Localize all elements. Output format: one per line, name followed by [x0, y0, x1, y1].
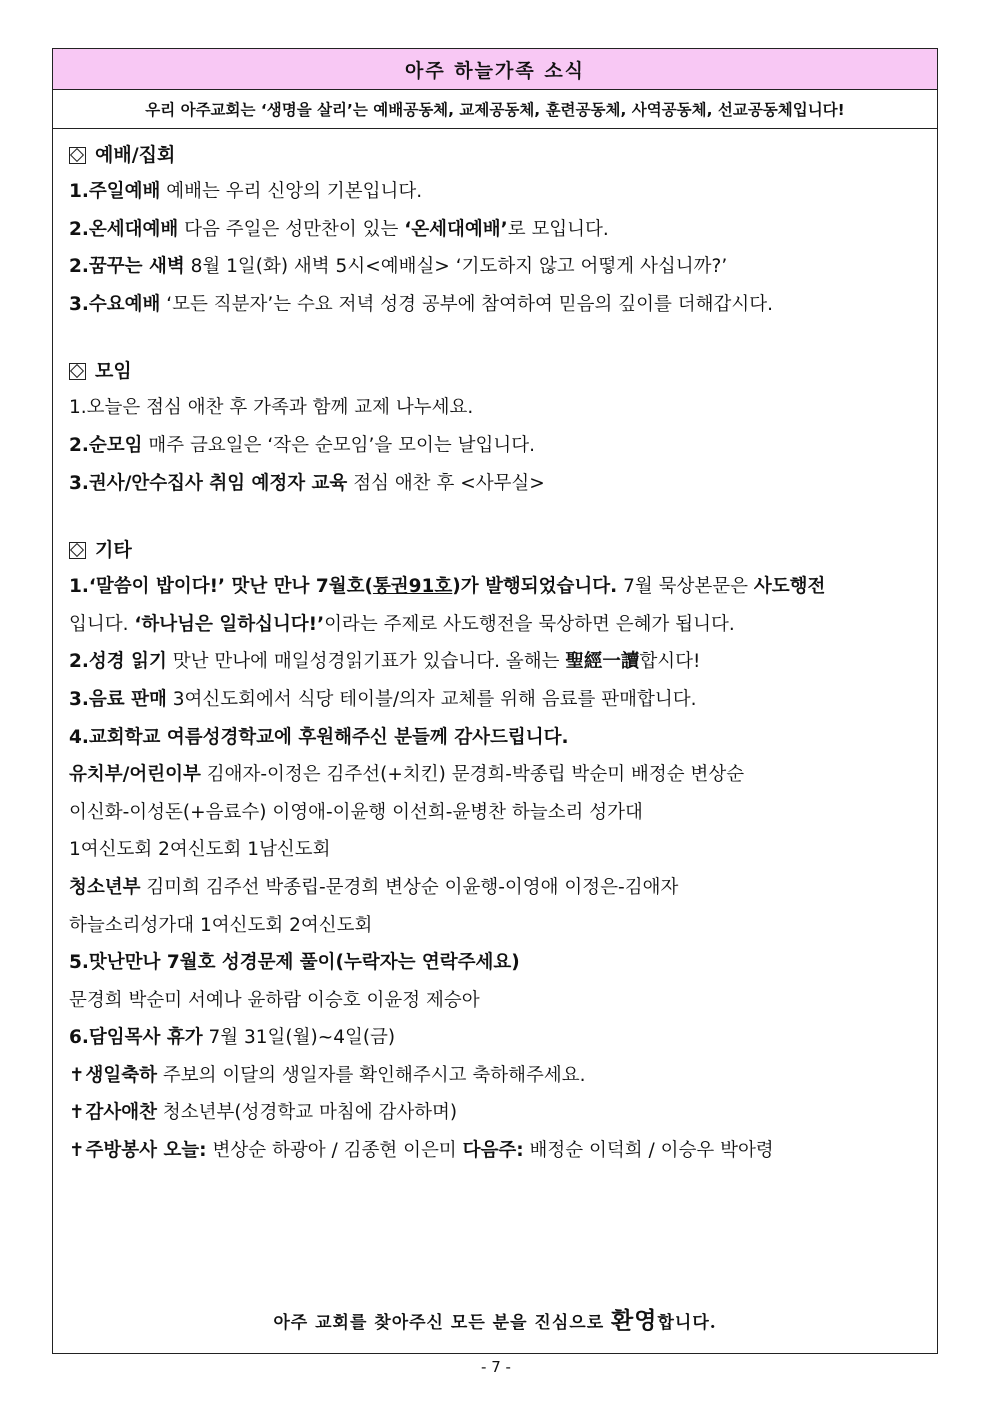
section-title: 기타	[95, 539, 132, 562]
welcome-emphasis: 환영	[611, 1307, 658, 1334]
item-label: 3.권사/안수집사 취임 예정자 교육	[69, 472, 348, 494]
etc-item-3	[69, 681, 937, 719]
item-text: 1여신도회 2여신도회 1남신도회	[69, 839, 331, 861]
worship-item-3	[69, 248, 937, 286]
item-label: 2.성경 읽기	[69, 651, 167, 673]
cross-icon: ✝	[69, 1064, 85, 1086]
spacer	[69, 502, 937, 532]
issue-number: 통권91호	[372, 576, 453, 598]
item-text: ‘모든 직분자’는 수요 저녁 성경 공부에 참여하여 믿음의 깊이를 더해갑시다.	[160, 293, 773, 315]
diamond-box-icon	[69, 542, 86, 559]
spacer	[69, 323, 937, 353]
cross-icon: ✝	[69, 1102, 85, 1124]
item-label: 6.담임목사 휴가	[69, 1027, 203, 1049]
page-title: 아주 하늘가족 소식	[404, 59, 586, 82]
page-number: - 7 -	[481, 1358, 511, 1376]
item-text: 하늘소리성가대 1여신도회 2여신도회	[69, 914, 373, 936]
bulletin-frame	[52, 48, 938, 1354]
item-label: 다음주:	[462, 1140, 524, 1162]
section-title: 예배/집회	[95, 144, 176, 166]
item-text: 로 모입니다.	[507, 218, 609, 240]
welcome-text: 합니다.	[657, 1313, 717, 1333]
etc-kids-donors	[69, 756, 937, 794]
etc-youth-donors	[69, 869, 937, 907]
meeting-item-1	[69, 389, 937, 427]
section-etc-heading	[69, 532, 937, 568]
etc-quiz-names	[69, 982, 937, 1020]
worship-item-1	[69, 173, 937, 211]
etc-thanks-meal	[69, 1094, 937, 1132]
item-text: 문경희 박순미 서예나 윤하람 이승호 이윤정 제승아	[69, 989, 480, 1011]
church-motto: 우리 아주교회는 ‘생명을 살리’는 예배공동체, 교제공동체, 훈련공동체, 사역공동체, 선교공동체입니다!	[145, 101, 845, 119]
item-label: 5.맛난만나 7월호 성경문제 풀이(누락자는 연락주세요)	[69, 952, 520, 974]
item-text: 이라는 주제로 사도행전을 묵상하면 은혜가 됩니다.	[324, 613, 735, 635]
item-text: 7월 묵상본문은	[617, 576, 754, 598]
item-text: 다음 주일은 성만찬이 있는	[178, 218, 405, 240]
item-text: 입니다.	[69, 613, 135, 635]
item-text: 3여신도회에서 식당 테이블/의자 교체를 위해 음료를 판매합니다.	[166, 688, 697, 710]
item-text: 청소년부(성경학교 마침에 감사하며)	[157, 1102, 458, 1124]
section-title: 모임	[95, 360, 132, 383]
item-label: 2.순모임	[69, 434, 143, 456]
meeting-item-3	[69, 465, 937, 503]
cross-icon: ✝	[69, 1140, 85, 1162]
title-bar	[53, 49, 937, 90]
item-label: 2.꿈꾸는 새벽	[69, 256, 185, 278]
subtitle-bar	[53, 90, 937, 129]
item-label: )가 발행되었습니다.	[452, 576, 618, 598]
content	[53, 129, 937, 1170]
etc-kids-donors-cont	[69, 794, 937, 832]
meeting-item-2	[69, 427, 937, 465]
item-emphasis: 聖經一讀	[565, 651, 640, 673]
item-emphasis: ‘하나님은 일하십니다!’	[134, 613, 325, 635]
item-label: 주방봉사 오늘:	[85, 1140, 207, 1162]
etc-item-5	[69, 944, 937, 982]
item-text: 김애자-이정은 김주선(+치킨) 문경희-박종립 박순미 배정순 변상순	[200, 764, 745, 786]
etc-youth-donors-cont	[69, 907, 937, 945]
etc-kitchen-service	[69, 1132, 937, 1170]
item-text: 합시다!	[639, 651, 701, 673]
item-text: 예배는 우리 신앙의 기본입니다.	[160, 181, 423, 202]
item-label: 3.수요예배	[69, 293, 161, 315]
item-label: 유치부/어린이부	[69, 764, 201, 786]
item-emphasis: ‘온세대예배’	[404, 218, 508, 240]
section-meeting-heading	[69, 353, 937, 389]
item-label: 4.교회학교 여름성경학교에 후원해주신 분들께 감사드립니다.	[69, 726, 569, 748]
item-label: 2.온세대예배	[69, 218, 179, 240]
diamond-box-icon	[69, 147, 86, 164]
item-text: 매주 금요일은 ‘작은 순모임’을 모이는 날입니다.	[142, 434, 535, 456]
item-label: 1.‘말씀이 밥이다!’ 맛난 만나 7월호(	[69, 576, 373, 598]
item-text: 8월 1일(화) 새벽 5시<예배실> ‘기도하지 않고 어떻게 사십니까?’	[184, 256, 728, 278]
item-text: 1.오늘은 점심 애찬 후 가족과 함께 교제 나누세요.	[69, 397, 474, 419]
item-label: 1.주일예배	[69, 181, 161, 202]
etc-item-1	[69, 568, 937, 606]
welcome-message	[53, 1302, 937, 1335]
etc-item-1-cont	[69, 606, 937, 644]
diamond-box-icon	[69, 363, 86, 380]
etc-item-4	[69, 719, 937, 757]
item-label: 감사애찬	[85, 1102, 157, 1124]
worship-item-4	[69, 286, 937, 324]
item-label: 청소년부	[69, 876, 141, 898]
section-worship-heading	[69, 137, 937, 173]
etc-birthday	[69, 1057, 937, 1095]
item-text: 7월 31일(월)~4일(금)	[202, 1027, 396, 1049]
item-text: 이신화-이성돈(+음료수) 이영애-이윤행 이선희-윤병찬 하늘소리 성가대	[69, 801, 643, 823]
item-text: 김미희 김주선 박종립-문경희 변상순 이윤행-이영애 이정은-김애자	[140, 876, 679, 898]
etc-kids-donors-cont2	[69, 831, 937, 869]
item-text: 주보의 이달의 생일자를 확인해주시고 축하해주세요.	[157, 1064, 586, 1086]
item-text: 배정순 이덕희 / 이승우 박아령	[523, 1140, 774, 1162]
welcome-text: 아주 교회를 찾아주신 모든 분을 진심으로	[273, 1313, 612, 1333]
worship-item-2	[69, 211, 937, 249]
item-label: 3.음료 판매	[69, 688, 167, 710]
item-text: 맛난 만나에 매일성경읽기표가 있습니다. 올해는	[166, 651, 566, 673]
item-text: 점심 애찬 후 <사무실>	[347, 472, 545, 494]
etc-item-2	[69, 643, 937, 681]
item-text: 변상순 하광아 / 김종현 이은미	[206, 1140, 463, 1162]
item-label: 생일축하	[85, 1064, 157, 1086]
etc-item-6	[69, 1019, 937, 1057]
item-emphasis: 사도행전	[753, 576, 826, 598]
